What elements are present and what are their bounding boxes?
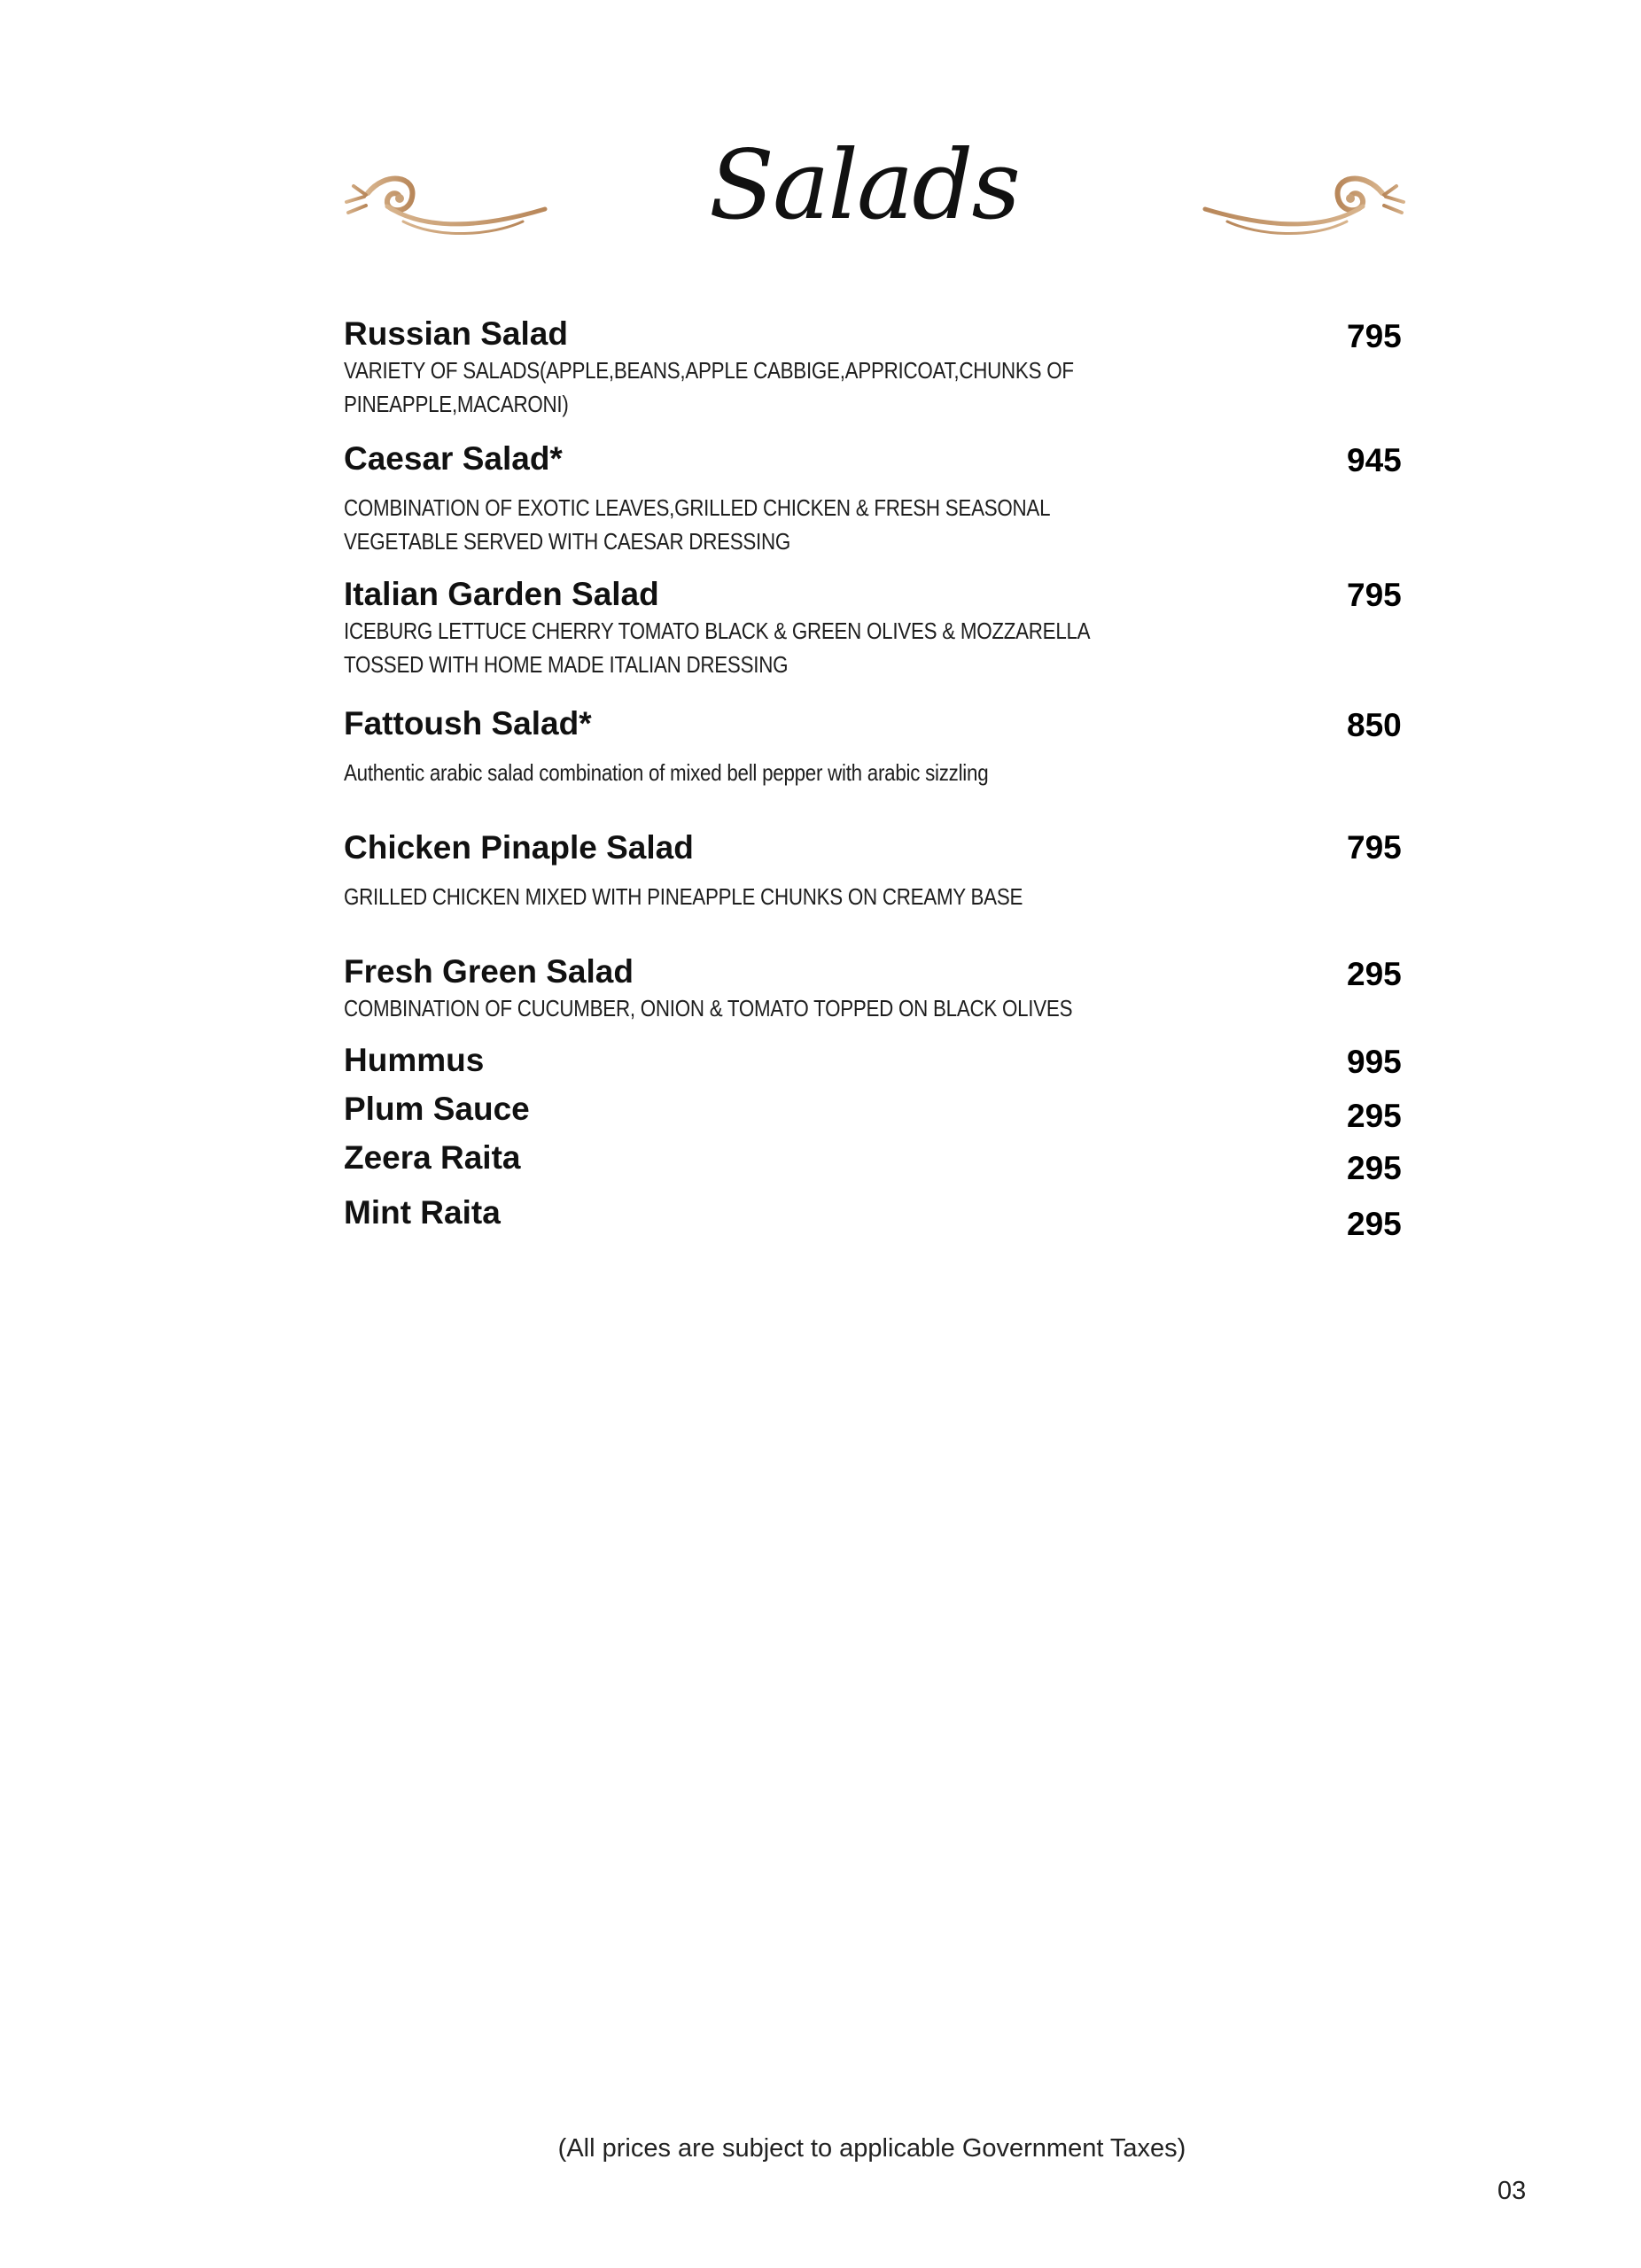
- item-price: 850: [1347, 707, 1402, 743]
- item-name: Fattoush Salad*: [344, 705, 592, 742]
- item-name: Chicken Pinaple Salad: [344, 829, 694, 866]
- menu-header: [0, 124, 1641, 266]
- menu-item-zeera-raita: [344, 1138, 1407, 1177]
- page-number: 03: [1497, 2177, 1527, 2205]
- page-title: Salads: [709, 130, 1019, 241]
- item-price: 295: [1347, 1206, 1402, 1242]
- right-flourish-icon: [1196, 167, 1409, 246]
- item-description: VARIETY OF SALADS(APPLE,BEANS,APPLE CABBIGE,APPRICOAT,CHUNKS OF PINEAPPLE,MACARONI): [344, 357, 1074, 417]
- item-price: 295: [1347, 1150, 1402, 1186]
- left-flourish-icon: [341, 167, 554, 246]
- item-name: Plum Sauce: [344, 1091, 530, 1127]
- item-price: 295: [1347, 956, 1402, 992]
- item-price: 995: [1347, 1044, 1402, 1080]
- item-name: Hummus: [344, 1042, 485, 1078]
- menu-item-plum-sauce: [344, 1090, 1407, 1129]
- item-price: 795: [1347, 577, 1402, 613]
- item-name: Italian Garden Salad: [344, 576, 659, 612]
- item-name: Zeera Raita: [344, 1139, 521, 1176]
- menu-item-fattoush-salad: [344, 704, 1407, 789]
- item-description: ICEBURG LETTUCE CHERRY TOMATO BLACK & GREEN OLIVES & MOZZARELLA TOSSED WITH HOME MADE ITALIAN DRESSING: [344, 617, 1090, 678]
- item-description: COMBINATION OF EXOTIC LEAVES,GRILLED CHICKEN & FRESH SEASONAL VEGETABLE SERVED WITH CAESAR DRESSING: [344, 494, 1050, 555]
- menu-item-chicken-pinaple-salad: [344, 828, 1407, 913]
- item-name: Caesar Salad*: [344, 440, 563, 477]
- menu-item-fresh-green-salad: [344, 952, 1407, 1025]
- item-price: 945: [1347, 442, 1402, 478]
- item-price: 295: [1347, 1098, 1402, 1134]
- item-price: 795: [1347, 829, 1402, 866]
- menu-item-hummus: [344, 1041, 1407, 1080]
- item-description: COMBINATION OF CUCUMBER, ONION & TOMATO TOPPED ON BLACK OLIVES: [344, 995, 1073, 1021]
- menu-item-russian-salad: [344, 315, 1407, 421]
- menu-item-mint-raita: [344, 1193, 1407, 1232]
- item-name: Russian Salad: [344, 315, 568, 352]
- item-description: Authentic arabic salad combination of mixed bell pepper with arabic sizzling: [344, 759, 989, 786]
- menu-item-italian-garden-salad: [344, 575, 1407, 681]
- item-price: 795: [1347, 318, 1402, 354]
- tax-note: (All prices are subject to applicable Government Taxes): [557, 2134, 1186, 2163]
- menu-item-caesar-salad: [344, 439, 1407, 558]
- item-name: Mint Raita: [344, 1194, 501, 1231]
- item-name: Fresh Green Salad: [344, 953, 634, 990]
- item-description: GRILLED CHICKEN MIXED WITH PINEAPPLE CHUNKS ON CREAMY BASE: [344, 883, 1023, 910]
